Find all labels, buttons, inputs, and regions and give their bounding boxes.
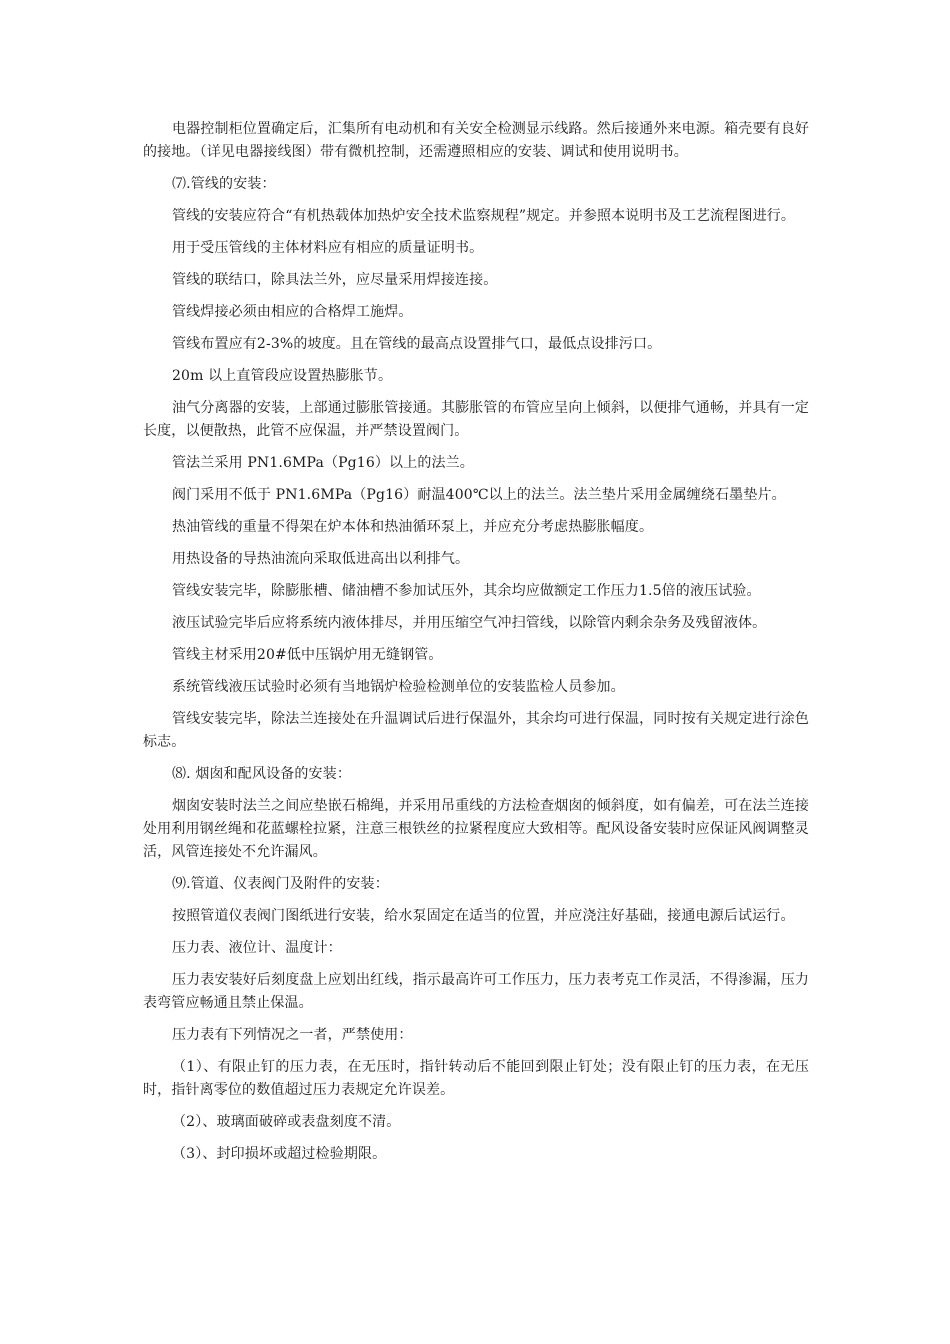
heading-instrument-installation: ⑼.管道、仪表阀门及附件的安装： bbox=[172, 876, 389, 892]
list-item-condition-3: （3）、封印损坏或超过检验期限。 bbox=[172, 1146, 387, 1162]
document-page bbox=[143, 118, 809, 1175]
list-item-condition-1: （1）、有限止钉的压力表，在无压时，指针转动后不能回到限止钉处；没有限止钉的压力表，在无压时，指针离零位的数值超过压力表规定允许误差。 bbox=[143, 1059, 809, 1098]
paragraph-insulation: 管线安装完毕，除法兰连接处在升温调试后进行保温外，其余均可进行保温，同时按有关规定进行涂色标志。 bbox=[143, 711, 809, 750]
paragraph-oil-gas-separator: 油气分离器的安装，上部通过膨胀管接通。其膨胀管的布管应呈向上倾斜，以便排气通畅，并具有一定长度，以便散热，此管不应保温，并严禁设置阀门。 bbox=[143, 400, 809, 439]
list-item-condition-2: （2）、玻璃面破碎或表盘刻度不清。 bbox=[172, 1114, 401, 1130]
heading-pipeline-installation: ⑺.管线的安装： bbox=[172, 176, 276, 192]
paragraph-gauges-heading: 压力表、液位计、温度计： bbox=[172, 940, 342, 956]
paragraph-expansion-joint: 20m 以上直管段应设置热膨胀节。 bbox=[172, 368, 393, 384]
paragraph-material-certificate: 用于受压管线的主体材料应有相应的质量证明书。 bbox=[172, 240, 484, 256]
paragraph-instrument: 按照管道仪表阀门图纸进行安装，给水泵固定在适当的位置，并应浇注好基础，接通电源后试运行。 bbox=[172, 908, 795, 924]
paragraph-pipe-flange: 管法兰采用 PN1.6MPa（Pg16）以上的法兰。 bbox=[172, 455, 474, 471]
heading-chimney-installation: ⑻. 烟囱和配风设备的安装： bbox=[172, 766, 351, 782]
paragraph-hot-oil-weight: 热油管线的重量不得架在炉本体和热油循环泵上，并应充分考虑热膨胀幅度。 bbox=[172, 519, 654, 535]
paragraph-oil-flow: 用热设备的导热油流向采取低进高出以利排气。 bbox=[172, 551, 470, 567]
paragraph-prohibited-conditions: 压力表有下列情况之一者，严禁使用： bbox=[172, 1027, 413, 1043]
paragraph-pressure-gauge: 压力表安装好后刻度盘上应划出红线，指示最高许可工作压力，压力表考克工作灵活，不得渗漏，压力表弯管应畅通且禁止保温。 bbox=[143, 972, 809, 1011]
paragraph-pipeline-regulation: 管线的安装应符合“有机热载体加热炉安全技术监察规程”规定。并参照本说明书及工艺流程图进行。 bbox=[172, 208, 796, 224]
paragraph-pipe-joints: 管线的联结口，除具法兰外，应尽量采用焊接连接。 bbox=[172, 272, 498, 288]
paragraph-pressure-test: 管线安装完毕，除膨胀槽、储油槽不参加试压外，其余均应做额定工作压力1.5倍的液压试验。 bbox=[172, 583, 761, 599]
paragraph-inspection: 系统管线液压试验时必须有当地锅炉检验检测单位的安装监检人员参加。 bbox=[172, 679, 625, 695]
paragraph-drain-purge: 液压试验完毕后应将系统内液体排尽，并用压缩空气冲扫管线，以除管内剩余杂务及残留液体。 bbox=[172, 615, 767, 631]
paragraph-valves: 阀门采用不低于 PN1.6MPa（Pg16）耐温400℃以上的法兰。法兰垫片采用金属缠绕石墨垫片。 bbox=[172, 487, 786, 503]
paragraph-slope: 管线布置应有2-3%的坡度。且在管线的最高点设置排气口，最低点设排污口。 bbox=[172, 336, 662, 352]
paragraph-pipe-material: 管线主材采用20#低中压锅炉用无缝钢管。 bbox=[172, 647, 443, 663]
paragraph-electrical-cabinet: 电器控制柜位置确定后，汇集所有电动机和有关安全检测显示线路。然后接通外来电源。箱壳要有良好的接地。（详见电器接线图）带有微机控制，还需遵照相应的安装、调试和使用说明书。 bbox=[143, 121, 809, 160]
paragraph-chimney: 烟囱安装时法兰之间应垫嵌石棉绳，并采用吊重线的方法检查烟囱的倾斜度，如有偏差，可在法兰连接处用利用钢丝绳和花蓝螺栓拉紧，注意三根铁丝的拉紧程度应大致相等。配风设备安装时应保证风阀调整灵活，风管连接处不允许漏风。 bbox=[143, 798, 809, 860]
paragraph-welding: 管线焊接必须由相应的合格焊工施焊。 bbox=[172, 304, 413, 320]
